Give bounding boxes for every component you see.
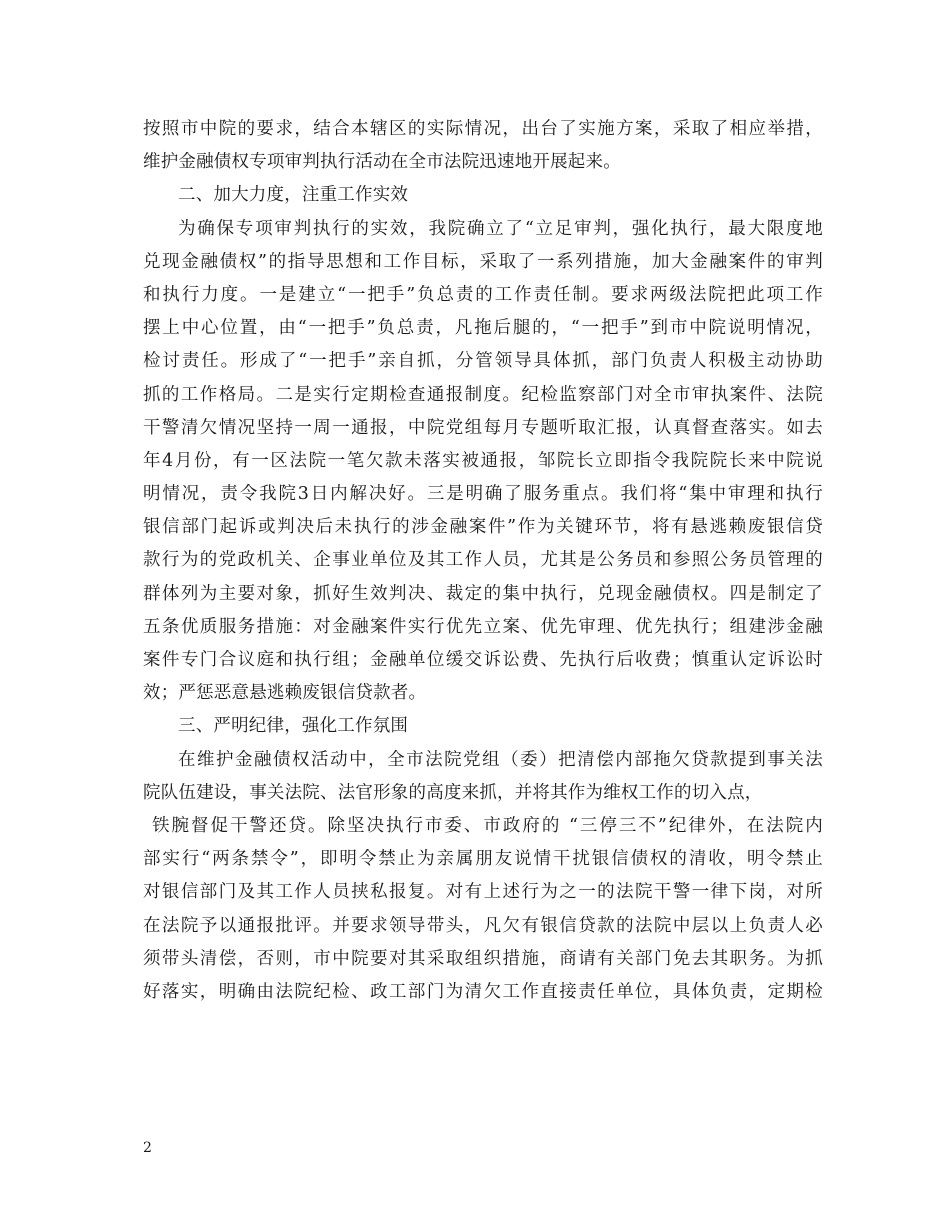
text-line: 在维护金融债权活动中，全市法院党组（委）把清偿内部拖欠贷款提到事关法 [178,749,823,770]
text-line: 为确保专项审判执行的实效，我院确立了“立足审判，强化执行，最大限度地 [178,218,823,239]
text-line: 案件专门合议庭和执行组；金融单位缓交诉讼费、先执行后收费；慎重认定诉讼时 [143,650,823,670]
text-line: 效；严惩恶意悬逃赖废银信贷款者。 [143,683,427,704]
document-body [143,113,823,1009]
text-line: 铁腕督促干警还贷。除坚决执行市委、市政府的 “三停三不”纪律外，在法院内 [152,815,823,836]
text-line: 二、加大力度，注重工作实效 [178,185,409,206]
text-line: 年4月份，有一区法院一笔欠款未落实被通报，邹院长立即指令我院院长来中院说 [143,450,823,471]
text-line: 摆上中心位置，由“一把手”负总责，凡拖后腿的，“一把手”到市中院说明情况， [143,318,823,339]
text-line: 银信部门起诉或判决后未执行的涉金融案件”作为关键环节，将有悬逃赖废银信贷 [143,517,823,538]
text-line: 和执行力度。一是建立“一把手”负总责的工作责任制。要求两级法院把此项工作 [143,284,823,305]
text-line: 在法院予以通报批评。并要求领导带头，凡欠有银信贷款的法院中层以上负责人必 [143,915,823,936]
text-line: 维护金融债权专项审判执行活动在全市法院迅速地开展起来。 [143,152,621,173]
page-number: 2 [143,1140,152,1156]
text-line: 好落实，明确由法院纪检、政工部门为清欠工作直接责任单位，具体负责，定期检 [143,981,823,1002]
text-line: 三、严明纪律，强化工作氛围 [178,716,409,737]
text-line: 检讨责任。形成了“一把手”亲自抓，分管领导具体抓，部门负责人积极主动协助 [143,351,823,372]
text-line: 五条优质服务措施：对金融案件实行优先立案、优先审理、优先执行；组建涉金融 [143,616,823,637]
text-line: 群体列为主要对象，抓好生效判决、裁定的集中执行，兑现金融债权。四是制定了 [143,583,823,604]
text-line: 院队伍建设，事关法院、法官形象的高度来抓，并将其作为维权工作的切入点， [143,782,763,803]
text-line: 对银信部门及其工作人员挟私报复。对有上述行为之一的法院干警一律下岗，对所 [143,882,823,903]
text-line: 部实行“两条禁令”，即明令禁止为亲属朋友说情干扰银信债权的清收，明令禁止 [143,849,823,870]
text-line: 按照市中院的要求，结合本辖区的实际情况，出台了实施方案，采取了相应举措， [143,119,823,139]
text-line: 抓的工作格局。二是实行定期检查通报制度。纪检监察部门对全市审执案件、法院 [143,384,823,405]
text-line: 干警清欠情况坚持一周一通报，中院党组每月专题听取汇报，认真督查落实。如去 [143,417,823,438]
text-line: 须带头清偿，否则，市中院要对其采取组织措施，商请有关部门免去其职务。为抓 [143,948,823,969]
text-line: 款行为的党政机关、企事业单位及其工作人员，尤其是公务员和参照公务员管理的 [143,550,823,571]
text-line: 明情况，责令我院3日内解决好。三是明确了服务重点。我们将“集中审理和执行 [143,484,823,505]
text-line: 兑现金融债权”的指导思想和工作目标，采取了一系列措施，加大金融案件的审判 [143,251,823,272]
